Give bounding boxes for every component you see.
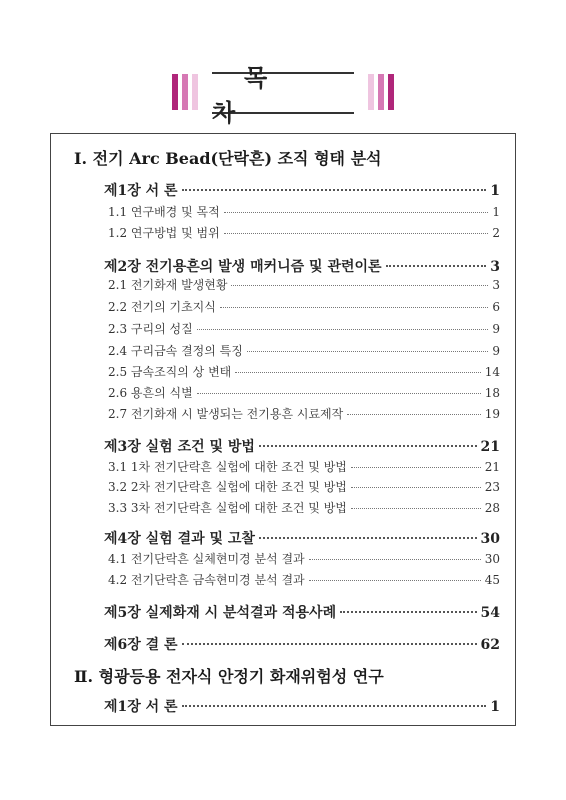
- toc-chapter-entry[interactable]: [104, 634, 500, 654]
- toc-section-entry[interactable]: [108, 499, 500, 516]
- leader-dots: [197, 393, 481, 394]
- leader-dots: [247, 351, 489, 352]
- leader-dots: [351, 487, 481, 488]
- toc-page-number: 19: [484, 407, 500, 421]
- toc-page-number: 9: [492, 322, 500, 336]
- toc-page-number: 9: [492, 344, 500, 358]
- leader-dots: [386, 265, 487, 267]
- toc-chapter-entry[interactable]: [104, 528, 500, 548]
- toc-entry-label: 2.3 구리의 성질: [108, 322, 193, 336]
- leader-dots: [259, 537, 477, 539]
- toc-section-entry[interactable]: [108, 478, 500, 495]
- toc-page-number: 62: [480, 637, 500, 653]
- toc-entry-label: 3.3 3차 전기단락흔 실험에 대한 조건 및 방법: [108, 501, 347, 515]
- leader-dots: [351, 508, 481, 509]
- toc-page-number: 54: [480, 605, 500, 621]
- toc-page-number: 28: [484, 501, 500, 515]
- toc-entry-label: 2.4 구리금속 결정의 특징: [108, 344, 243, 358]
- toc-entry-label: 4.1 전기단락흔 실체현미경 분석 결과: [108, 552, 305, 566]
- toc-page-number: 45: [484, 573, 500, 587]
- decorative-bar: [388, 74, 394, 110]
- toc-chapter-entry[interactable]: [104, 180, 500, 200]
- toc-entry-label: 2.6 용흔의 식별: [108, 386, 193, 400]
- toc-page-number: 1: [492, 205, 500, 219]
- toc-chapter-entry[interactable]: [104, 602, 500, 622]
- toc-page-number: 14: [484, 365, 500, 379]
- toc-section-entry[interactable]: [108, 571, 500, 588]
- toc-section-entry[interactable]: [108, 384, 500, 401]
- toc-chapter-entry[interactable]: [104, 696, 500, 716]
- toc-entry-label: 2.5 금속조직의 상 변태: [108, 365, 232, 379]
- leader-dots: [309, 580, 481, 581]
- title-bar: [0, 63, 566, 127]
- toc-page-number: 21: [480, 439, 500, 455]
- leader-dots: [224, 233, 489, 234]
- part-heading: Ⅱ. 형광등용 전자식 안정기 화재위험성 연구: [74, 667, 384, 686]
- toc-entry-label: 제1장 서 론: [104, 183, 178, 199]
- toc-chapter-entry[interactable]: [104, 436, 500, 456]
- page-title: 목 차: [212, 72, 354, 114]
- leader-dots: [259, 445, 477, 447]
- toc-entry-label: 제2장 전기용흔의 발생 매커니즘 및 관련이론: [104, 259, 382, 275]
- toc-page-number: 6: [492, 300, 500, 314]
- toc-section-entry[interactable]: [108, 298, 500, 315]
- toc-page-number: 1: [490, 183, 500, 199]
- toc-entry-label: 3.2 2차 전기단락흔 실험에 대한 조건 및 방법: [108, 480, 347, 494]
- toc-page-number: 30: [484, 552, 500, 566]
- decorative-bar: [182, 74, 188, 110]
- leader-dots: [235, 372, 480, 373]
- toc-entry-label: 2.1 전기화재 발생현황: [108, 278, 228, 292]
- toc-page-number: 30: [480, 531, 500, 547]
- toc-page-number: 3: [490, 259, 500, 275]
- toc-entry-label: 1.1 연구배경 및 목적: [108, 205, 220, 219]
- leader-dots: [197, 329, 489, 330]
- toc-section-entry[interactable]: [108, 203, 500, 220]
- toc-page-number: 21: [484, 460, 500, 474]
- toc-entry-label: 제5장 실제화재 시 분석결과 적용사례: [104, 605, 337, 621]
- leader-dots: [347, 414, 480, 415]
- toc-entry-label: 1.2 연구방법 및 범위: [108, 226, 220, 240]
- leader-dots: [309, 559, 481, 560]
- decorative-bar: [192, 74, 198, 110]
- toc-entry-label: 제3장 실험 조건 및 방법: [104, 439, 255, 455]
- leader-dots: [182, 189, 487, 191]
- toc-page-number: 18: [484, 386, 500, 400]
- toc-entry-label: 제1장 서 론: [104, 699, 178, 715]
- decorative-bar: [368, 74, 374, 110]
- toc-entry-label: 4.2 전기단락흔 금속현미경 분석 결과: [108, 573, 305, 587]
- toc-section-entry[interactable]: [108, 320, 500, 337]
- toc-section-entry[interactable]: [108, 405, 500, 422]
- leader-dots: [224, 212, 489, 213]
- decorative-bar: [378, 74, 384, 110]
- toc-page-number: 3: [492, 278, 500, 292]
- leader-dots: [340, 611, 476, 613]
- leader-dots: [182, 643, 477, 645]
- toc-entry-label: 3.1 1차 전기단락흔 실험에 대한 조건 및 방법: [108, 460, 347, 474]
- leader-dots: [351, 467, 481, 468]
- toc-section-entry[interactable]: [108, 224, 500, 241]
- toc-section-entry[interactable]: [108, 458, 500, 475]
- toc-page-number: 2: [492, 226, 500, 240]
- part-heading: Ⅰ. 전기 Arc Bead(단락흔) 조직 형태 분석: [74, 149, 382, 168]
- leader-dots: [231, 285, 488, 286]
- toc-entry-label: 2.2 전기의 기초지식: [108, 300, 216, 314]
- toc-section-entry[interactable]: [108, 550, 500, 567]
- toc-entry-label: 2.7 전기화재 시 발생되는 전기용흔 시료제작: [108, 407, 344, 421]
- toc-section-entry[interactable]: [108, 363, 500, 380]
- toc-entry-label: 제6장 결 론: [104, 637, 178, 653]
- toc-section-entry[interactable]: [108, 342, 500, 359]
- toc-entry-label: 제4장 실험 결과 및 고찰: [104, 531, 255, 547]
- leader-dots: [182, 705, 487, 707]
- leader-dots: [220, 307, 489, 308]
- toc-chapter-entry[interactable]: [104, 256, 500, 276]
- decorative-bar: [172, 74, 178, 110]
- toc-section-entry[interactable]: [108, 276, 500, 293]
- toc-page-number: 1: [490, 699, 500, 715]
- toc-page-number: 23: [484, 480, 500, 494]
